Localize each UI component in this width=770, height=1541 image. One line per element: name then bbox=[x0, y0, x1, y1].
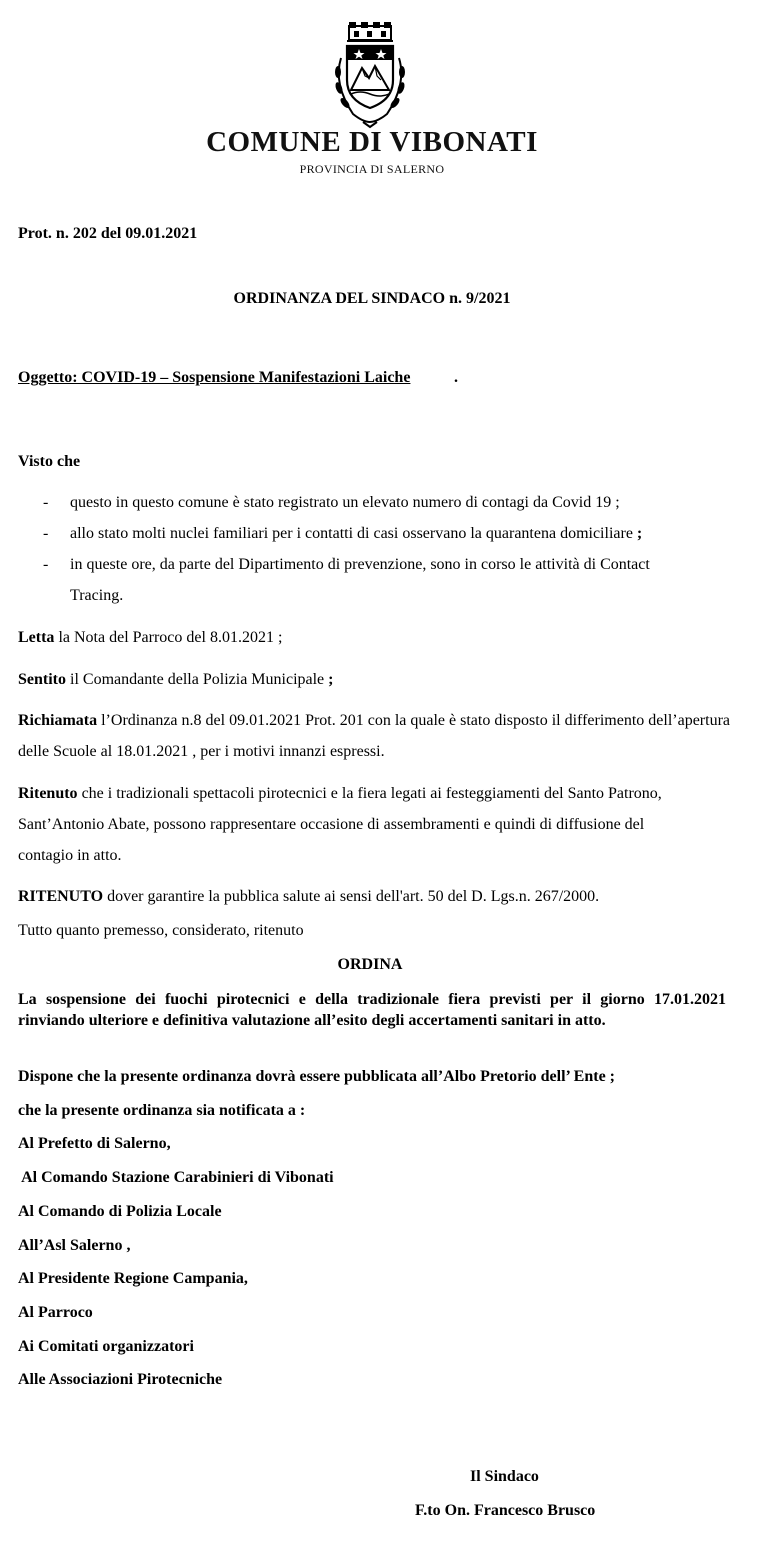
paragraph-text: l’Ordinanza n.8 del 09.01.2021 Prot. 201 con la quale è stato disposto il differimento dell’apertura delle Scuole al 18.01.2021 , per i motivi innanzi espressi. bbox=[18, 712, 730, 760]
paragraph-text: il Comandante della Polizia Municipale bbox=[66, 671, 329, 688]
paragraph-lead: Sentito bbox=[18, 671, 66, 688]
protocol-number: Prot. n. 202 del 09.01.2021 bbox=[18, 225, 198, 242]
recipient-item: Al Presidente Regione Campania, bbox=[18, 1270, 248, 1287]
list-item-continuation: Tracing. bbox=[70, 587, 124, 604]
paragraph-lead: Richiamata bbox=[18, 712, 98, 729]
list-item: questo in questo comune è stato registrato un elevato numero di contagi da Covid 19 ; bbox=[70, 494, 620, 511]
recipient-item: Al Prefetto di Salerno, bbox=[18, 1135, 171, 1152]
subject-end: . bbox=[454, 369, 458, 386]
visto-heading: Visto che bbox=[18, 453, 81, 470]
recipient-item: Al Comando di Polizia Locale bbox=[18, 1203, 222, 1220]
dispone-line: Dispone che la presente ordinanza dovrà essere pubblicata all’Albo Pretorio dell’ Ente ; bbox=[18, 1068, 616, 1085]
municipal-coat-of-arms-icon bbox=[327, 22, 413, 130]
recipient-item: Ai Comitati organizzatori bbox=[18, 1338, 194, 1355]
recipient-item: Al Parroco bbox=[18, 1304, 93, 1321]
recipient-item: Al Comando Stazione Carabinieri di Vibonati bbox=[18, 1169, 334, 1186]
letta-paragraph bbox=[18, 622, 730, 653]
richiamata-paragraph bbox=[18, 705, 735, 767]
list-item bbox=[70, 525, 642, 543]
paragraph-lead: Ritenuto bbox=[18, 785, 78, 802]
list-item-text: allo stato molti nuclei familiari per i contatti di casi osservano la quarantena domiciliare bbox=[70, 525, 633, 542]
bullet-dash: - bbox=[43, 494, 49, 511]
list-item-end: ; bbox=[632, 525, 643, 542]
list-item: in queste ore, da parte del Dipartimento di prevenzione, sono in corso le attività di Contact bbox=[70, 556, 650, 573]
recipient-item: Alle Associazioni Pirotecniche bbox=[18, 1371, 223, 1388]
paragraph-text: dover garantire la pubblica salute ai sensi dell'art. 50 del D. Lgs.n. 267/2000. bbox=[103, 888, 600, 905]
signature-role: Il Sindaco bbox=[470, 1468, 539, 1485]
subject-line: Oggetto: COVID-19 – Sospensione Manifestazioni Laiche bbox=[18, 369, 411, 386]
paragraph-text: la Nota del Parroco del 8.01.2021 ; bbox=[54, 629, 283, 646]
paragraph-text: che i tradizionali spettacoli pirotecnici e la fiera legati ai festeggiamenti del Santo Patrono, Sant’Antonio Abate, possono rappresentare occasione di assembramenti e quindi di diffusione del contagio in atto. bbox=[18, 785, 662, 864]
bullet-dash: - bbox=[43, 556, 49, 573]
paragraph-lead: RITENUTO bbox=[18, 888, 104, 905]
ritenuto-paragraph bbox=[18, 778, 690, 871]
paragraph-lead: Letta bbox=[18, 629, 55, 646]
municipality-name: COMUNE DI VIBONATI bbox=[206, 126, 538, 158]
notifica-line: che la presente ordinanza sia notificata a : bbox=[18, 1102, 306, 1119]
paragraph-end: ; bbox=[328, 671, 334, 688]
premesso-line: Tutto quanto premesso, considerato, ritenuto bbox=[18, 922, 304, 939]
ordina-body: La sospensione dei fuochi pirotecnici e della tradizionale fiera previsti per il giorno 17.01.2021 rinviando ulteriore e definitiva valutazione all’esito degli accertamenti sanitari in atto. bbox=[18, 991, 726, 1029]
sentito-paragraph bbox=[18, 664, 730, 695]
ordina-heading: ORDINA bbox=[337, 956, 403, 973]
signature-name: F.to On. Francesco Brusco bbox=[415, 1502, 596, 1519]
province-name: PROVINCIA DI SALERNO bbox=[299, 162, 445, 176]
ritenuto2-paragraph bbox=[18, 881, 730, 912]
recipient-item: All’Asl Salerno , bbox=[18, 1237, 131, 1254]
bullet-dash: - bbox=[43, 525, 49, 542]
ordinance-title: ORDINANZA DEL SINDACO n. 9/2021 bbox=[233, 290, 511, 307]
